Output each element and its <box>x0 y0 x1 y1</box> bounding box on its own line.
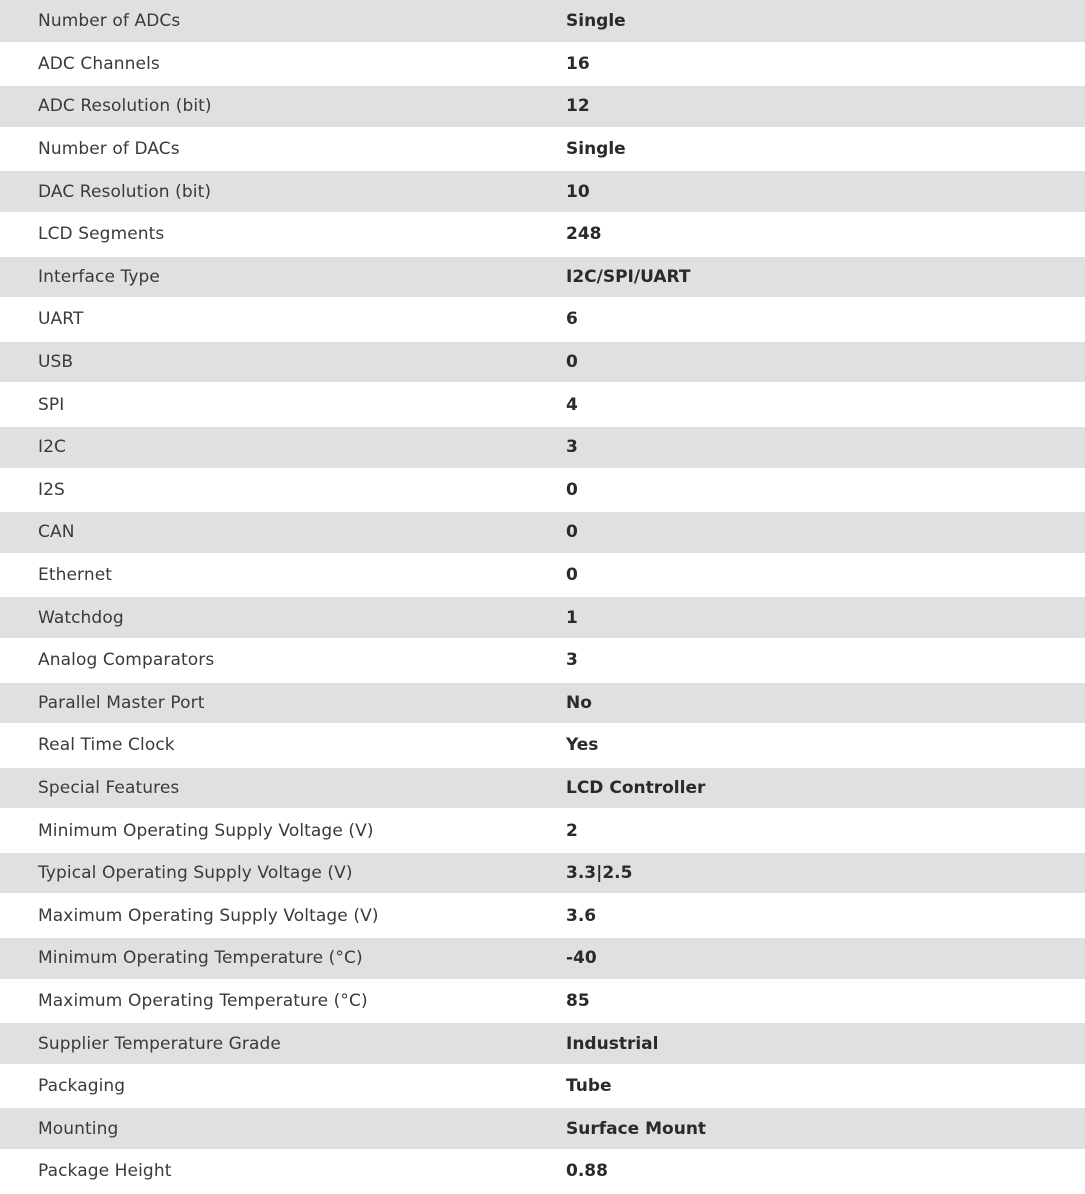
table-row <box>0 298 1085 341</box>
spec-label: I2C <box>0 426 566 469</box>
table-row <box>0 1065 1085 1108</box>
table-row <box>0 469 1085 512</box>
spec-value: 2 <box>566 809 1085 852</box>
spec-value: Industrial <box>566 1022 1085 1065</box>
spec-label: Minimum Operating Supply Voltage (V) <box>0 809 566 852</box>
table-row <box>0 170 1085 213</box>
spec-label: Ethernet <box>0 554 566 597</box>
table-row <box>0 1107 1085 1150</box>
spec-label: I2S <box>0 469 566 512</box>
table-row <box>0 894 1085 937</box>
spec-label: Interface Type <box>0 256 566 299</box>
spec-label: Typical Operating Supply Voltage (V) <box>0 852 566 895</box>
spec-value: LCD Controller <box>566 767 1085 810</box>
spec-label: Number of DACs <box>0 128 566 171</box>
spec-value: I2C/SPI/UART <box>566 256 1085 299</box>
spec-value: -40 <box>566 937 1085 980</box>
spec-value: 3.6 <box>566 894 1085 937</box>
table-row <box>0 128 1085 171</box>
spec-label: ADC Resolution (bit) <box>0 85 566 128</box>
spec-label: Package Height <box>0 1150 566 1193</box>
spec-label: USB <box>0 341 566 384</box>
spec-value: Yes <box>566 724 1085 767</box>
spec-value: 3.3|2.5 <box>566 852 1085 895</box>
table-row <box>0 256 1085 299</box>
spec-label: Minimum Operating Temperature (°C) <box>0 937 566 980</box>
spec-value: 0.88 <box>566 1150 1085 1193</box>
table-row <box>0 0 1085 43</box>
table-row <box>0 937 1085 980</box>
spec-value: Surface Mount <box>566 1107 1085 1150</box>
spec-label: Number of ADCs <box>0 0 566 43</box>
spec-value: 0 <box>566 469 1085 512</box>
table-row <box>0 639 1085 682</box>
spec-label: Analog Comparators <box>0 639 566 682</box>
spec-value: Tube <box>566 1065 1085 1108</box>
table-row <box>0 1022 1085 1065</box>
spec-value: Single <box>566 0 1085 43</box>
spec-value: 6 <box>566 298 1085 341</box>
table-row <box>0 85 1085 128</box>
spec-value: 3 <box>566 639 1085 682</box>
spec-label: Watchdog <box>0 596 566 639</box>
spec-value: 0 <box>566 341 1085 384</box>
spec-value: 248 <box>566 213 1085 256</box>
table-row <box>0 980 1085 1023</box>
spec-label: Supplier Temperature Grade <box>0 1022 566 1065</box>
table-row <box>0 43 1085 86</box>
spec-value: Single <box>566 128 1085 171</box>
table-row <box>0 724 1085 767</box>
spec-label: Maximum Operating Supply Voltage (V) <box>0 894 566 937</box>
table-row <box>0 1150 1085 1193</box>
spec-label: Real Time Clock <box>0 724 566 767</box>
spec-label: Maximum Operating Temperature (°C) <box>0 980 566 1023</box>
spec-label: CAN <box>0 511 566 554</box>
table-row <box>0 682 1085 725</box>
table-row <box>0 767 1085 810</box>
spec-label: Parallel Master Port <box>0 682 566 725</box>
spec-value: 12 <box>566 85 1085 128</box>
spec-label: DAC Resolution (bit) <box>0 170 566 213</box>
table-row <box>0 596 1085 639</box>
spec-value: 4 <box>566 383 1085 426</box>
table-row <box>0 809 1085 852</box>
spec-label: Packaging <box>0 1065 566 1108</box>
spec-value: 10 <box>566 170 1085 213</box>
table-row <box>0 426 1085 469</box>
table-row <box>0 383 1085 426</box>
spec-value: No <box>566 682 1085 725</box>
spec-label: LCD Segments <box>0 213 566 256</box>
spec-value: 16 <box>566 43 1085 86</box>
table-row <box>0 554 1085 597</box>
spec-value: 3 <box>566 426 1085 469</box>
spec-label: Special Features <box>0 767 566 810</box>
spec-label: ADC Channels <box>0 43 566 86</box>
spec-label: UART <box>0 298 566 341</box>
table-row <box>0 341 1085 384</box>
spec-value: 1 <box>566 596 1085 639</box>
spec-value: 0 <box>566 511 1085 554</box>
table-row <box>0 213 1085 256</box>
table-row <box>0 511 1085 554</box>
spec-label: Mounting <box>0 1107 566 1150</box>
table-row <box>0 852 1085 895</box>
spec-value: 85 <box>566 980 1085 1023</box>
spec-value: 0 <box>566 554 1085 597</box>
spec-label: SPI <box>0 383 566 426</box>
